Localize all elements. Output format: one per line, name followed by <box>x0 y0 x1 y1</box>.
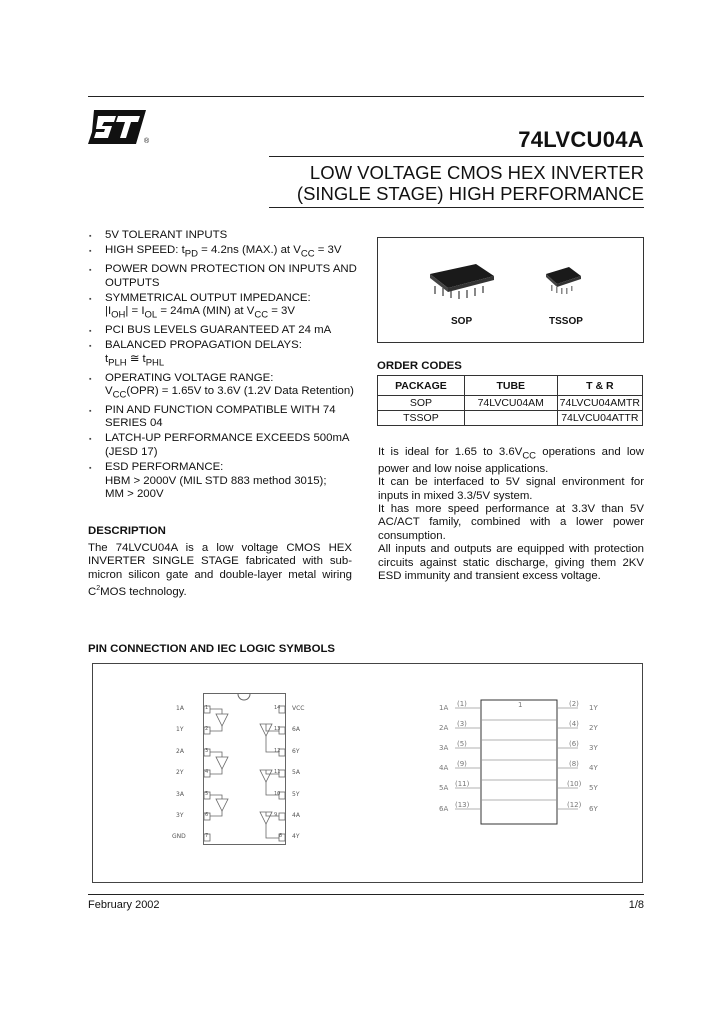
feature-item: ▪ ESD PERFORMANCE: HBM > 2000V (MIL STD 883 method 3015); MM > 200V <box>88 461 358 501</box>
page-number: 1/8 <box>628 899 644 911</box>
pin-number-right: 11 <box>274 769 281 775</box>
iec-output-pin: (10) <box>567 780 582 788</box>
table-cell <box>464 411 557 426</box>
iec-output-label: 3Y <box>589 744 598 752</box>
iec-output-pin: (2) <box>569 700 579 708</box>
iec-input-pin: (1) <box>457 700 467 708</box>
pin-number-right: 14 <box>274 705 281 711</box>
iec-output-pin: (8) <box>569 760 579 768</box>
tssop-package-image <box>543 264 583 296</box>
iec-output-label: 1Y <box>589 704 598 712</box>
st-logo <box>86 104 152 150</box>
iec-output-label: 5Y <box>589 784 598 792</box>
table-cell: TSSOP <box>378 411 465 426</box>
feature-item: ▪ 5V TOLERANT INPUTS <box>88 229 358 242</box>
subtitle <box>244 162 644 204</box>
pin-number-left: 6 <box>205 812 209 818</box>
top-rule <box>88 96 644 97</box>
subtitle-line-2: (SINGLE STAGE) HIGH PERFORMANCE <box>296 183 644 204</box>
feature-list <box>88 229 358 503</box>
pin-number-right: 13 <box>274 726 281 732</box>
feature-item: ▪ HIGH SPEED: $t_{PD} = 4.2ns$ (MAX.) at $V_{CC} = 3V$ <box>88 244 358 261</box>
iec-input-label: 6A <box>439 805 449 813</box>
iec-input-label: 4A <box>439 764 449 772</box>
feature-item: ▪ POWER DOWN PROTECTION ON INPUTS AND OUTPUTS <box>88 263 358 290</box>
iec-output-label: 6Y <box>589 805 598 813</box>
description-heading: DESCRIPTION <box>88 525 166 537</box>
tssop-caption: TSSOP <box>549 316 583 327</box>
iec-output-pin: (12) <box>567 801 582 809</box>
dip-package-outline <box>172 693 305 845</box>
subtitle-line-1: LOW VOLTAGE CMOS HEX INVERTER <box>309 162 644 183</box>
table-cell: 74LVCU04ATTR <box>557 411 642 426</box>
pin-label-right: 6A <box>292 726 300 733</box>
subtitle-rule <box>269 207 644 208</box>
pin-label-right: 6Y <box>292 748 300 755</box>
iec-output-pin: (4) <box>569 720 579 728</box>
iec-input-pin: (9) <box>457 760 467 768</box>
iec-input-pin: (3) <box>457 720 467 728</box>
pin-diagram-box <box>92 663 643 883</box>
feature-item: ▪ PCI BUS LEVELS GUARANTEED AT 24 mA <box>88 324 358 337</box>
pin-number-left: 2 <box>205 726 209 732</box>
paragraph: It is ideal for 1.65 to $3.6V_{CC}$ operations and low power and low noise applications. <box>378 446 644 475</box>
pin-label-left: 1A <box>176 705 184 712</box>
table-cell: SOP <box>378 396 465 411</box>
package-box <box>377 237 644 343</box>
pin-label-left: 1Y <box>176 726 184 733</box>
pin-section-heading: PIN CONNECTION AND IEC LOGIC SYMBOLS <box>88 643 336 655</box>
table-cell: 74LVCU04AMTR <box>557 396 642 411</box>
order-codes-table <box>377 375 643 426</box>
sop-package-image <box>428 260 498 300</box>
pin-label-right: 4Y <box>292 833 300 840</box>
iec-function-symbol: 1 <box>518 701 523 709</box>
iec-output-pin: (6) <box>569 740 579 748</box>
description-text: The 74LVCU04A is a low voltage CMOS HEX INVERTER SINGLE STAGE fabricated with sub-micron silicon gate and double-layer metal wiring $C^2MOS$ technology. <box>88 542 352 599</box>
table-header-row <box>378 376 643 396</box>
feature-item: ▪ OPERATING VOLTAGE RANGE: $V_{CC}(OPR) = 1.65V$ to 3.6V (1.2V Data Retention) <box>88 372 358 402</box>
feature-item: ▪ PIN AND FUNCTION COMPATIBLE WITH 74 SERIES 04 <box>88 404 358 431</box>
table-cell: 74LVCU04AM <box>464 396 557 411</box>
pin-number-right: 8 <box>279 833 283 839</box>
right-description <box>378 446 644 583</box>
pin-label-left: 2Y <box>176 769 184 776</box>
sop-caption: SOP <box>451 316 473 327</box>
pin-label-right: 5A <box>292 769 300 776</box>
part-number: 74LVCU04A <box>518 127 644 152</box>
pin-number-left: 1 <box>205 705 209 711</box>
column-header: TUBE <box>464 376 557 396</box>
table-row <box>378 396 643 411</box>
pin-number-left: 7 <box>205 833 209 839</box>
pin-label-right: VCC <box>292 705 305 712</box>
paragraph: All inputs and outputs are equipped with protection circuits against static discharge, giving them 2KV ESD immunity and transient excess voltage. <box>378 543 644 582</box>
feature-item: ▪ BALANCED PROPAGATION DELAYS: $t_{PLH}$ ≅ $t_{PHL}$ <box>88 339 358 369</box>
paragraph: It can be interfaced to 5V signal environment for inputs in mixed 3.3/5V system. <box>378 476 644 502</box>
pin-label-left: 2A <box>176 748 184 755</box>
pin-number-right: 12 <box>274 748 281 754</box>
iec-output-label: 4Y <box>589 764 598 772</box>
pin-number-left: 3 <box>205 748 209 754</box>
footer-rule <box>88 894 644 895</box>
iec-input-label: 2A <box>439 724 449 732</box>
dip-internal-drawing <box>204 694 285 844</box>
paragraph: It has more speed performance at 3.3V than 5V AC/ACT family, combined with a lower power consumption. <box>378 502 644 542</box>
table-row <box>378 411 643 426</box>
iec-input-label: 3A <box>439 744 449 752</box>
title-rule <box>269 156 644 157</box>
feature-item: ▪ SYMMETRICAL OUTPUT IMPEDANCE: $|I_{OH}| = I_{OL} = 24mA$ (MIN) at $V_{CC} = 3V$ <box>88 292 358 322</box>
column-header: PACKAGE <box>378 376 465 396</box>
feature-item: ▪ LATCH-UP PERFORMANCE EXCEEDS 500mA (JESD 17) <box>88 432 358 459</box>
footer-date: February 2002 <box>88 899 160 911</box>
trademark-mark: ® <box>144 138 150 145</box>
pin-label-right: 5Y <box>292 791 300 798</box>
iec-input-label: 1A <box>439 704 449 712</box>
pin-number-left: 4 <box>205 769 209 775</box>
pin-label-left: GND <box>172 833 186 840</box>
pin-number-left: 5 <box>205 791 209 797</box>
column-header: T & R <box>557 376 642 396</box>
pin-label-left: 3A <box>176 791 184 798</box>
pin-label-right: 4A <box>292 812 300 819</box>
iec-input-pin: (13) <box>455 801 470 809</box>
iec-input-pin: (11) <box>455 780 470 788</box>
iec-input-label: 5A <box>439 784 449 792</box>
iec-input-pin: (5) <box>457 740 467 748</box>
pin-number-right: 9 <box>274 812 278 818</box>
pin-label-left: 3Y <box>176 812 184 819</box>
pin-number-right: 10 <box>274 791 281 797</box>
order-codes-heading: ORDER CODES <box>377 360 462 372</box>
iec-logic-symbol <box>433 696 583 831</box>
iec-output-label: 2Y <box>589 724 598 732</box>
